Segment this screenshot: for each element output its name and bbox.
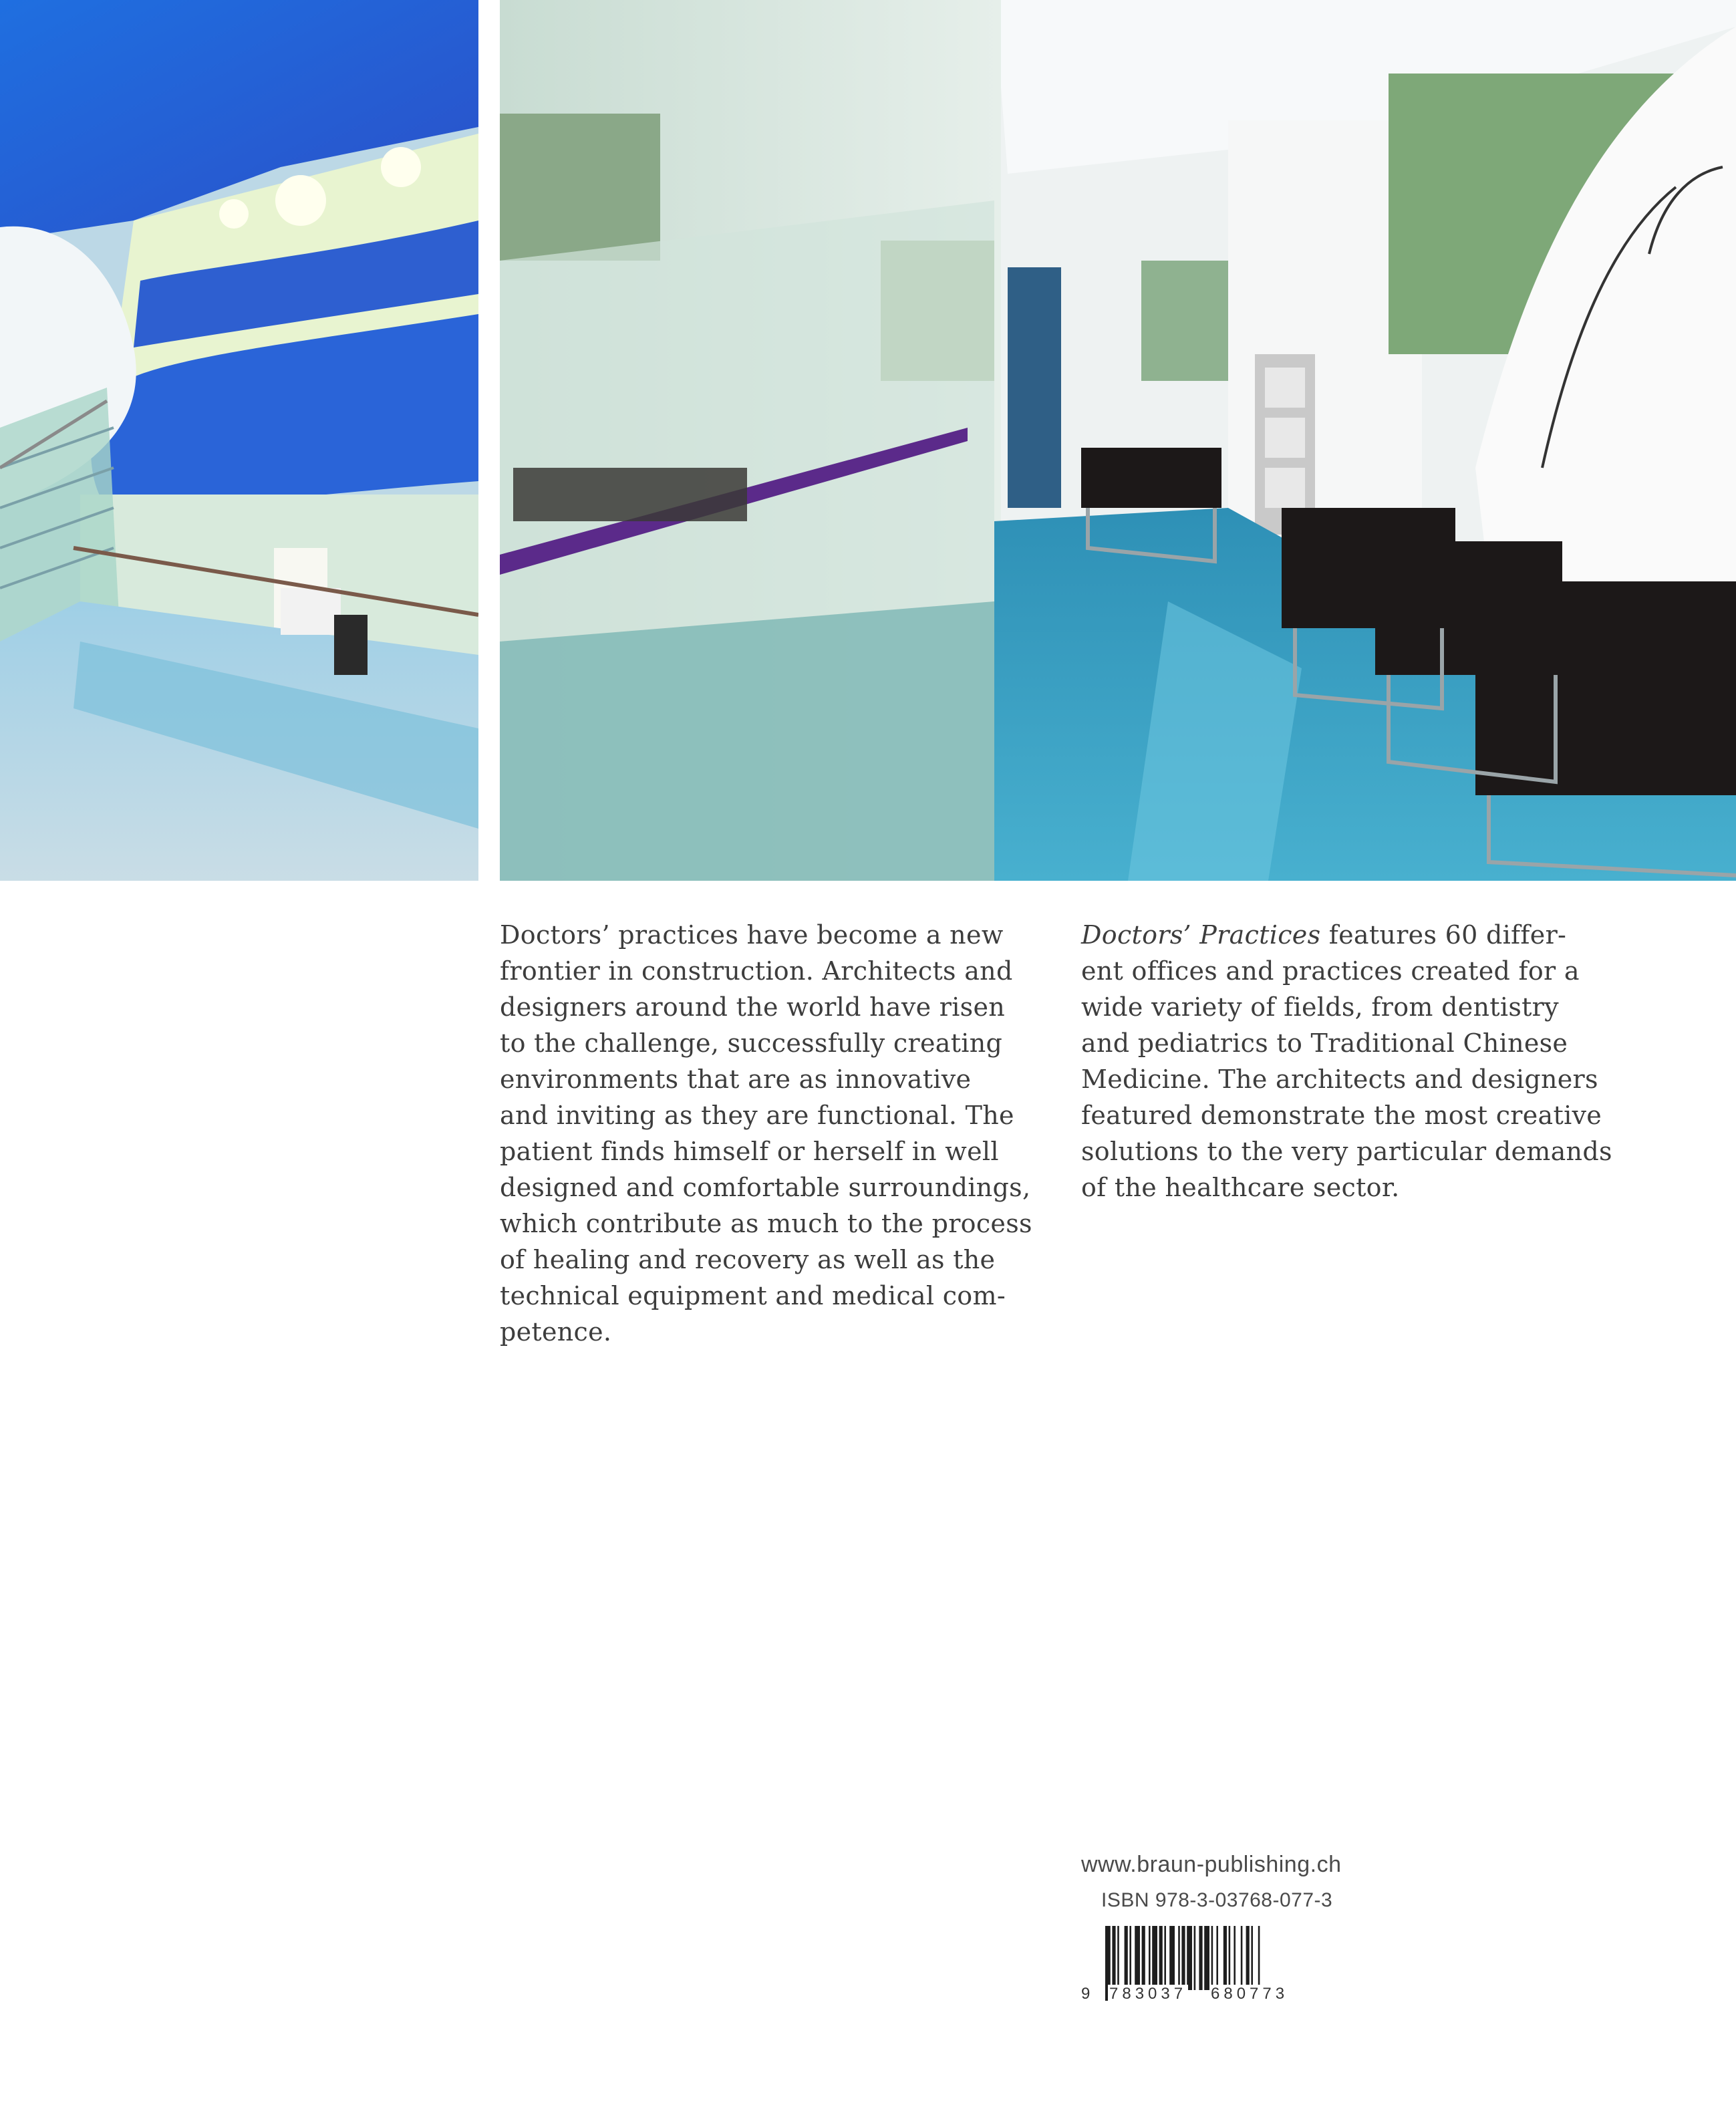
summary-line: of the healthcare sector. bbox=[1081, 1173, 1400, 1202]
intro-line: petence. bbox=[500, 1317, 612, 1347]
intro-line: designers around the world have risen bbox=[500, 992, 1006, 1022]
isbn-number: ISBN 978-3-03768-077-3 bbox=[1101, 1889, 1333, 1911]
barcode-bar bbox=[1246, 1926, 1250, 1990]
intro-line: technical equipment and medical com- bbox=[500, 1281, 1006, 1310]
barcode-bar bbox=[1234, 1926, 1236, 1990]
intro-line: which contribute as much to the process bbox=[500, 1209, 1032, 1238]
barcode-lead-digit: 9 bbox=[1081, 1985, 1095, 2003]
barcode-bar bbox=[1159, 1926, 1163, 1990]
waiting-area-illustration bbox=[500, 0, 1736, 881]
barcode-bar bbox=[1129, 1926, 1131, 1990]
barcode-bar bbox=[1181, 1926, 1185, 1990]
barcode-bar bbox=[1216, 1926, 1218, 1990]
intro-line: and inviting as they are functional. The bbox=[500, 1101, 1014, 1130]
intro-line: frontier in construction. Architects and bbox=[500, 956, 1013, 986]
summary-line: Medicine. The architects and designers bbox=[1081, 1065, 1598, 1094]
barcode-bar bbox=[1164, 1926, 1166, 1990]
summary-paragraph bbox=[1081, 917, 1649, 1206]
intro-line: Doctors’ practices have become a new bbox=[500, 920, 1004, 950]
publisher-block bbox=[1081, 1850, 1362, 2005]
barcode-bar bbox=[1211, 1926, 1213, 1990]
barcode-bar bbox=[1251, 1926, 1253, 1990]
barcode-right-digits: 680773 bbox=[1211, 1985, 1289, 2003]
barcode-bar bbox=[1149, 1926, 1151, 1990]
barcode-bar bbox=[1199, 1926, 1202, 1990]
intro-line: of healing and recovery as well as the bbox=[500, 1245, 996, 1274]
barcode-bar bbox=[1169, 1926, 1175, 1990]
publisher-url[interactable]: www.braun-publishing.ch bbox=[1081, 1852, 1342, 1877]
barcode-bar bbox=[1229, 1926, 1231, 1990]
summary-line: ent offices and practices created for a bbox=[1081, 956, 1580, 986]
summary-line: featured demonstrate the most creative bbox=[1081, 1101, 1602, 1130]
isbn-barcode bbox=[1081, 1926, 1362, 2005]
summary-first-line-rest: features 60 differ- bbox=[1320, 920, 1567, 950]
summary-line: solutions to the very particular demands bbox=[1081, 1137, 1612, 1166]
barcode-bar bbox=[1241, 1926, 1243, 1990]
barcode-left-digits: 783037 bbox=[1109, 1985, 1187, 2003]
intro-line: patient finds himself or herself in well bbox=[500, 1137, 999, 1166]
barcode-bar bbox=[1117, 1926, 1119, 1990]
photo-waiting-area bbox=[500, 0, 1736, 881]
barcode-bar bbox=[1135, 1926, 1140, 1990]
summary-first-line bbox=[1081, 917, 1649, 953]
intro-line: environments that are as innovative bbox=[500, 1065, 972, 1094]
barcode-bar bbox=[1194, 1926, 1196, 1990]
barcode-bar bbox=[1125, 1926, 1128, 1990]
intro-line: designed and comfortable surroundings, bbox=[500, 1173, 1031, 1202]
book-title: Doctors’ Practices bbox=[1081, 920, 1321, 950]
barcode-bar bbox=[1178, 1926, 1180, 1990]
summary-line: and pediatrics to Traditional Chinese bbox=[1081, 1028, 1568, 1058]
photo-staircase bbox=[0, 0, 478, 881]
barcode-bar bbox=[1223, 1926, 1227, 1990]
barcode-bar bbox=[1204, 1926, 1209, 1990]
barcode-bar bbox=[1152, 1926, 1157, 1990]
intro-paragraph bbox=[500, 917, 1061, 1350]
barcode-bar bbox=[1142, 1926, 1145, 1990]
barcode-bar bbox=[1187, 1926, 1192, 1990]
staircase-illustration bbox=[0, 0, 478, 881]
summary-line: wide variety of fields, from dentistry bbox=[1081, 992, 1559, 1022]
intro-line: to the challenge, successfully creating bbox=[500, 1028, 1003, 1058]
